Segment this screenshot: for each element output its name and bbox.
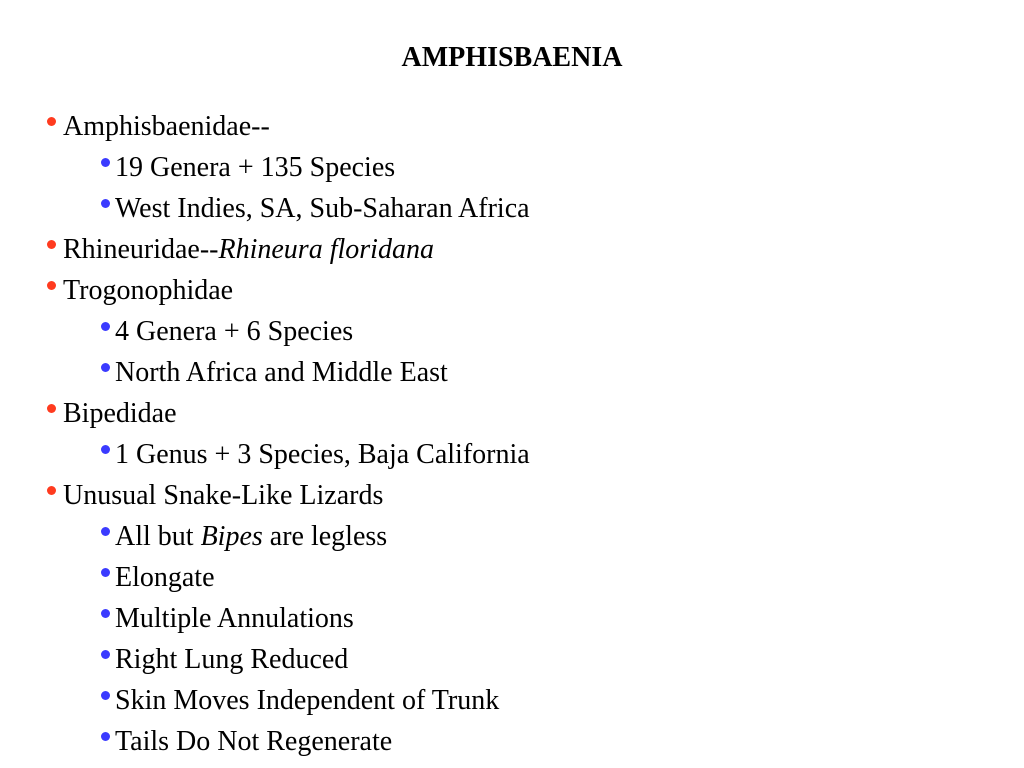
bullet-text: 1 Genus + 3 Species, Baja California: [115, 439, 530, 470]
sub-bullet-item: [0, 680, 1000, 721]
bullet-list: [0, 106, 1000, 762]
bullet-dot-icon: [47, 240, 56, 249]
bullet-text: 19 Genera + 135 Species: [115, 152, 396, 183]
bullet-text: All but: [115, 521, 201, 552]
bullet-dot-icon: [101, 322, 110, 331]
sub-bullet-item: [0, 352, 1000, 393]
bullet-item: [0, 475, 1000, 516]
sub-bullet-item: [0, 516, 1000, 557]
sub-bullet-item: [0, 639, 1000, 680]
sub-bullet-item: [0, 311, 1000, 352]
bullet-text: Amphisbaenidae--: [63, 111, 270, 142]
bullet-dot-icon: [101, 691, 110, 700]
bullet-text: Right Lung Reduced: [115, 644, 349, 675]
bullet-dot-icon: [101, 609, 110, 618]
bullet-item: [0, 106, 1000, 147]
bullet-dot-icon: [101, 732, 110, 741]
sub-bullet-item: [0, 598, 1000, 639]
bullet-dot-icon: [101, 158, 110, 167]
bullet-text: Rhineura floridana: [218, 234, 434, 265]
bullet-text: Elongate: [115, 562, 215, 593]
bullet-text: Bipedidae: [63, 398, 177, 429]
bullet-item: [0, 229, 1000, 270]
sub-bullet-item: [0, 557, 1000, 598]
sub-bullet-item: [0, 434, 1000, 475]
bullet-dot-icon: [47, 404, 56, 413]
bullet-dot-icon: [47, 281, 56, 290]
bullet-text: Bipes: [200, 521, 263, 552]
bullet-text: are legless: [262, 521, 388, 552]
bullet-item: [0, 270, 1000, 311]
bullet-text: Multiple Annulations: [115, 603, 354, 634]
bullet-text: Unusual Snake-Like Lizards: [63, 480, 384, 511]
sub-bullet-item: [0, 188, 1000, 229]
bullet-dot-icon: [101, 199, 110, 208]
bullet-text: Rhineuridae--: [63, 234, 219, 265]
bullet-dot-icon: [101, 363, 110, 372]
bullet-dot-icon: [101, 527, 110, 536]
sub-bullet-item: [0, 721, 1000, 762]
bullet-text: North Africa and Middle East: [115, 357, 448, 388]
bullet-text: Trogonophidae: [63, 275, 234, 306]
bullet-dot-icon: [101, 568, 110, 577]
bullet-item: [0, 393, 1000, 434]
slide-title: AMPHISBAENIA: [401, 42, 623, 73]
sub-bullet-item: [0, 147, 1000, 188]
bullet-text: West Indies, SA, Sub-Saharan Africa: [115, 193, 530, 224]
bullet-dot-icon: [101, 650, 110, 659]
bullet-text: 4 Genera + 6 Species: [115, 316, 354, 347]
bullet-dot-icon: [47, 486, 56, 495]
bullet-text: Skin Moves Independent of Trunk: [115, 685, 500, 716]
bullet-text: Tails Do Not Regenerate: [115, 726, 393, 757]
bullet-dot-icon: [47, 117, 56, 126]
bullet-dot-icon: [101, 445, 110, 454]
